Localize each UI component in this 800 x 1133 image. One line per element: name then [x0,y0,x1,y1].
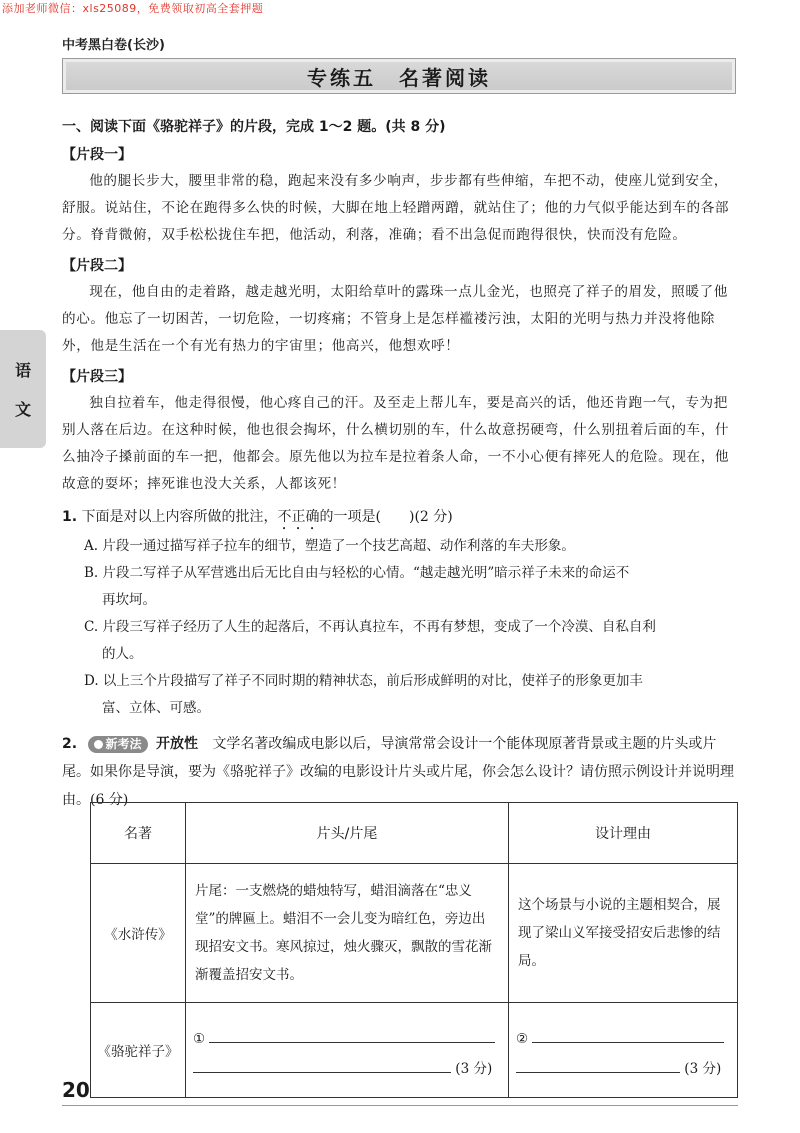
book-name: 《水浒传》 [91,864,186,1003]
part-one-heading: 一、阅读下面《骆驼祥子》的片段，完成 1～2 题。(共 8 分) [62,119,446,135]
option-line: 再坎坷。 [102,592,156,608]
question-text: 文学名著改编成电影以后，导演常常会设计一个能体现原著背景或主题的片头或片尾。如果你是导演，要为《骆驼祥子》改编的电影设计片头或片尾，你会怎么设计？请仿照示例设计并说明理由。(6 分) [62,736,734,808]
option-line: A. 片段一通过描写祥子拉车的细节，塑造了一个技艺高超、动作利落的车夫形象。 [84,538,575,554]
option-line: 的人。 [102,646,143,662]
design-table [90,802,738,1098]
side-tab-char: 语 [14,361,31,380]
main-content [62,116,738,814]
question-stem: 的一项是( )(2 分) [319,509,453,525]
design-cell: 片尾：一支燃烧的蜡烛特写，蜡泪滴落在“忠义堂”的牌匾上。蜡泪不一会儿变为暗红色，旁边出现招安文书。寒风掠过，烛火骤灭，飘散的雪花渐渐覆盖招安文书。 [186,864,509,1003]
table-header: 名著 [91,803,186,864]
option-line: D. 以上三个片段描写了祥子不同时期的精神状态，前后形成鲜明的对比，使祥子的形象更加丰 [84,673,643,689]
bottom-divider [62,1105,738,1106]
question-tag: 开放性 [155,736,198,752]
emphasis-text: 不正确 [277,509,320,525]
fragment-label: 【片段二】 [62,258,132,274]
option-d [62,668,738,722]
score-label: (3 分) [455,1061,493,1077]
table-header: 片头/片尾 [186,803,509,864]
lightbulb-icon [94,740,103,749]
answer-blank[interactable] [516,1072,680,1073]
fragment-label: 【片段三】 [62,369,132,385]
question-number: 1. [62,509,78,525]
table-row [91,864,738,1003]
fragment-text: 他的腿长步大，腰里非常的稳，跑起来没有多少响声，步步都有些伸缩，车把不动，使座儿觉到安全，舒服。说站住，不论在跑得多么快的时候，大脚在地上轻蹭两蹭，就站住了；他的力气似乎能达到车的各部分。脊背微俯，双手松松拢住车把，他活动，利落，准确；看不出急促而跑得很快，快而没有危险。 [62,173,730,243]
section-title: 专练五 名著阅读 [307,65,491,90]
option-line: B. 片段二写祥子从军营逃出后无比自由与轻松的心情。“越走越光明”暗示祥子未来的命运不 [84,565,630,581]
table-row [91,1003,738,1098]
watermark-text: 添加老师微信：xls25089，免费领取初高全套押题 [2,2,264,15]
answer-cell-design[interactable] [186,1003,509,1098]
answer-blank[interactable] [209,1042,495,1043]
page-number: 20 [62,1078,90,1102]
fragment-text: 独自拉着车，他走得很慢，他心疼自己的汗。及至走上帮儿车，要是高兴的话，他还肯跑一气，专为把别人落在后边。在这种时候，他也很会掏坏，什么横切别的车，什么故意拐硬弯，什么别扭着后面的车，什么抽冷子搡前面的车一把，他都会。原先他以为拉车是拉着条人命，一不小心便有摔死人的危险。现在，他故意的耍坏；摔死谁也没大关系，人都该死！ [62,395,730,492]
circled-number: ① [193,1031,206,1047]
option-b [62,560,738,614]
book-name: 《骆驼祥子》 [91,1003,186,1098]
section-title-bar [62,58,736,94]
option-line: 富、立体、可感。 [102,700,210,716]
book-title: 中考黑白卷(长沙) [62,38,165,53]
circled-number: ② [516,1031,529,1047]
option-line: C. 片段三写祥子经历了人生的起落后，不再认真拉车，不再有梦想，变成了一个冷漠、自私自利 [84,619,656,635]
table-header: 设计理由 [509,803,738,864]
answer-blank[interactable] [532,1042,724,1043]
question-stem: 下面是对以上内容所做的批注， [81,509,278,525]
answer-blank[interactable] [193,1072,451,1073]
question-number: 2. [62,736,78,752]
fragment-label: 【片段一】 [62,147,132,163]
option-a [62,533,738,560]
answer-cell-reason[interactable] [509,1003,738,1098]
question-1 [62,504,738,533]
score-label: (3 分) [684,1061,722,1077]
side-tab-char: 文 [14,400,31,419]
new-method-badge: 新考法 [88,736,148,753]
reason-cell: 这个场景与小说的主题相契合，展现了梁山义军接受招安后悲惨的结局。 [509,864,738,1003]
subject-side-tab [0,330,46,448]
fragment-text: 现在，他自由的走着路，越走越光明，太阳给草叶的露珠一点儿金光，也照亮了祥子的眉发，照暖了他的心。他忘了一切困苦，一切危险，一切疼痛；不管身上是怎样褴褛污浊，太阳的光明与热力并没将他除外，他是生活在一个有光有热力的宇宙里；他高兴，他想欢呼！ [62,284,728,354]
option-c [62,614,738,668]
